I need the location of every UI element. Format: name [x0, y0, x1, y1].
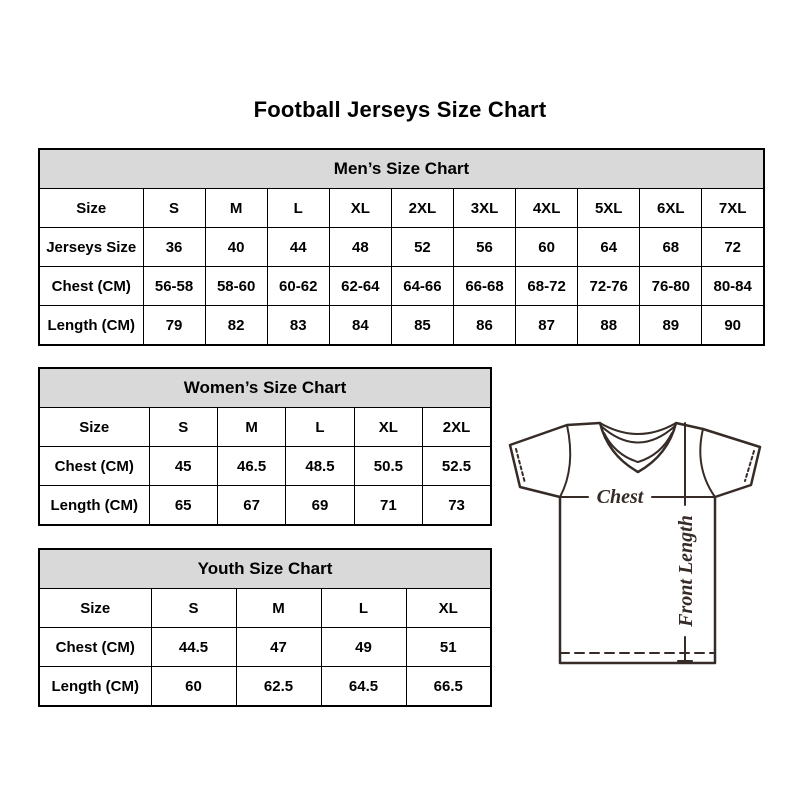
value-cell: 87 — [516, 306, 578, 346]
value-cell: 56-58 — [143, 267, 205, 306]
youth-table-title: Youth Size Chart — [39, 549, 491, 589]
youth-table-body — [39, 589, 491, 707]
value-cell: 49 — [321, 628, 406, 667]
value-cell: 58-60 — [205, 267, 267, 306]
value-cell: 60 — [151, 667, 236, 707]
value-cell: M — [205, 189, 267, 228]
value-cell: 50.5 — [354, 447, 422, 486]
value-cell: 2XL — [423, 408, 491, 447]
row-label-cell: Jerseys Size — [39, 228, 143, 267]
chest-label: Chest — [596, 486, 644, 508]
value-cell: 52 — [391, 228, 453, 267]
value-cell: 40 — [205, 228, 267, 267]
value-cell: 62.5 — [236, 667, 321, 707]
mens-table-title: Men’s Size Chart — [39, 149, 764, 189]
jersey-body-outline — [510, 423, 760, 663]
value-cell: 69 — [286, 486, 354, 526]
value-cell: 60 — [516, 228, 578, 267]
value-cell: 45 — [149, 447, 217, 486]
youth-size-table — [38, 548, 492, 707]
value-cell: S — [149, 408, 217, 447]
page-title: Football Jerseys Size Chart — [253, 97, 547, 122]
mens-size-table — [38, 148, 765, 346]
value-cell: 46.5 — [217, 447, 285, 486]
value-cell: 64-66 — [391, 267, 453, 306]
jersey-diagram-icon — [505, 413, 767, 665]
value-cell: 67 — [217, 486, 285, 526]
value-cell: 80-84 — [702, 267, 764, 306]
value-cell: 65 — [149, 486, 217, 526]
value-cell: 36 — [143, 228, 205, 267]
table-row — [39, 447, 491, 486]
mens-table-body — [39, 189, 764, 346]
value-cell: 76-80 — [640, 267, 702, 306]
value-cell: 66-68 — [453, 267, 515, 306]
value-cell: L — [286, 408, 354, 447]
row-label-cell: Chest (CM) — [39, 628, 151, 667]
table-row — [39, 306, 764, 346]
table-row — [39, 589, 491, 628]
table-header-row — [39, 149, 764, 189]
value-cell: S — [151, 589, 236, 628]
value-cell: 89 — [640, 306, 702, 346]
value-cell: 44.5 — [151, 628, 236, 667]
value-cell: 2XL — [391, 189, 453, 228]
row-label-cell: Chest (CM) — [39, 267, 143, 306]
value-cell: 60-62 — [267, 267, 329, 306]
row-label-cell: Length (CM) — [39, 486, 149, 526]
value-cell: 48 — [329, 228, 391, 267]
value-cell: 83 — [267, 306, 329, 346]
value-cell: M — [217, 408, 285, 447]
value-cell: 3XL — [453, 189, 515, 228]
table-row — [39, 486, 491, 526]
table-row — [39, 667, 491, 707]
value-cell: 44 — [267, 228, 329, 267]
value-cell: 72 — [702, 228, 764, 267]
value-cell: 79 — [143, 306, 205, 346]
value-cell: 62-64 — [329, 267, 391, 306]
value-cell: 48.5 — [286, 447, 354, 486]
table-row — [39, 628, 491, 667]
value-cell: 90 — [702, 306, 764, 346]
value-cell: XL — [406, 589, 491, 628]
womens-size-table — [38, 367, 492, 526]
table-row — [39, 267, 764, 306]
value-cell: 68 — [640, 228, 702, 267]
row-label-cell: Size — [39, 189, 143, 228]
value-cell: 82 — [205, 306, 267, 346]
value-cell: 73 — [423, 486, 491, 526]
table-row — [39, 228, 764, 267]
value-cell: 51 — [406, 628, 491, 667]
table-header-row — [39, 368, 491, 408]
row-label-cell: Size — [39, 589, 151, 628]
value-cell: L — [321, 589, 406, 628]
table-header-row — [39, 549, 491, 589]
value-cell: XL — [354, 408, 422, 447]
row-label-cell: Length (CM) — [39, 306, 143, 346]
value-cell: 7XL — [702, 189, 764, 228]
table-row — [39, 408, 491, 447]
womens-table-title: Women’s Size Chart — [39, 368, 491, 408]
row-label-cell: Length (CM) — [39, 667, 151, 707]
value-cell: 85 — [391, 306, 453, 346]
value-cell: 72-76 — [578, 267, 640, 306]
row-label-cell: Chest (CM) — [39, 447, 149, 486]
value-cell: 68-72 — [516, 267, 578, 306]
womens-table-body — [39, 408, 491, 526]
value-cell: XL — [329, 189, 391, 228]
value-cell: 86 — [453, 306, 515, 346]
value-cell: 4XL — [516, 189, 578, 228]
value-cell: M — [236, 589, 321, 628]
value-cell: L — [267, 189, 329, 228]
value-cell: 71 — [354, 486, 422, 526]
jersey-measurement-diagram — [505, 413, 767, 665]
value-cell: 6XL — [640, 189, 702, 228]
table-row — [39, 189, 764, 228]
value-cell: 64.5 — [321, 667, 406, 707]
value-cell: S — [143, 189, 205, 228]
front-length-label: Front Length — [675, 515, 697, 627]
value-cell: 52.5 — [423, 447, 491, 486]
value-cell: 84 — [329, 306, 391, 346]
value-cell: 5XL — [578, 189, 640, 228]
value-cell: 47 — [236, 628, 321, 667]
value-cell: 88 — [578, 306, 640, 346]
value-cell: 66.5 — [406, 667, 491, 707]
value-cell: 56 — [453, 228, 515, 267]
value-cell: 64 — [578, 228, 640, 267]
row-label-cell: Size — [39, 408, 149, 447]
